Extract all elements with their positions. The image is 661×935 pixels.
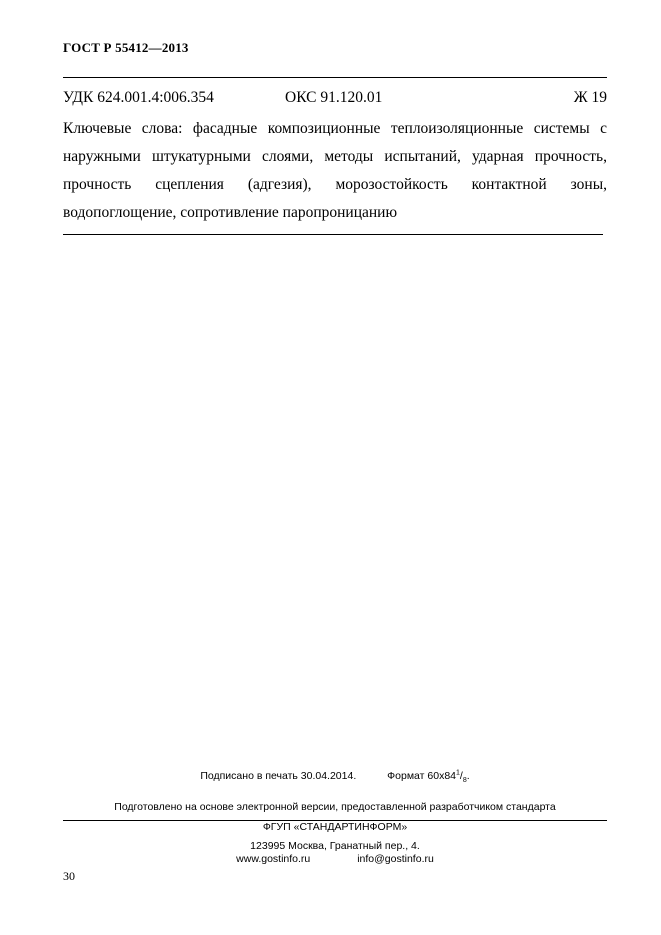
- publisher-name: ФГУП «СТАНДАРТИНФОРМ»: [262, 821, 408, 833]
- top-divider: [63, 77, 607, 78]
- publisher-contacts: [63, 853, 607, 865]
- publisher-address: 123995 Москва, Гранатный пер., 4.: [250, 840, 420, 852]
- format-suffix: .: [466, 769, 470, 782]
- prepared-note: Подготовлено на основе электронной версии, предоставленной разработчиком стандарта: [114, 801, 556, 813]
- format-numerator: 1: [456, 769, 460, 776]
- format-denominator: 8: [462, 776, 467, 784]
- email-link[interactable]: info@gostinfo.ru: [357, 853, 434, 865]
- classification-row: [63, 89, 607, 111]
- udk-code: УДК 624.001.4:006.354: [63, 89, 214, 106]
- standard-code: ГОСТ Р 55412—2013: [63, 40, 189, 55]
- keywords-block: [63, 115, 607, 227]
- oks-code: ОКС 91.120.01: [285, 89, 383, 106]
- middle-divider: [63, 234, 603, 235]
- website-link[interactable]: www.gostinfo.ru: [236, 853, 311, 865]
- signed-date: Подписано в печать 30.04.2014.: [200, 769, 357, 782]
- page-number: 30: [63, 869, 75, 883]
- format-prefix: Формат 60х84: [387, 769, 456, 782]
- signed-line: [63, 769, 607, 784]
- zh-code: Ж 19: [573, 89, 607, 106]
- format-info: Формат $60х84^1/_8$.: [387, 769, 470, 784]
- keywords-text: Ключевые слова: фасадные композиционные теплоизоляционные системы с наружными штукатурными слоями, методы испытаний, ударная прочность, прочность сцепления (адгезия), морозостойкость контактной зоны, водопоглощение, сопротивление паропроницанию: [63, 120, 607, 221]
